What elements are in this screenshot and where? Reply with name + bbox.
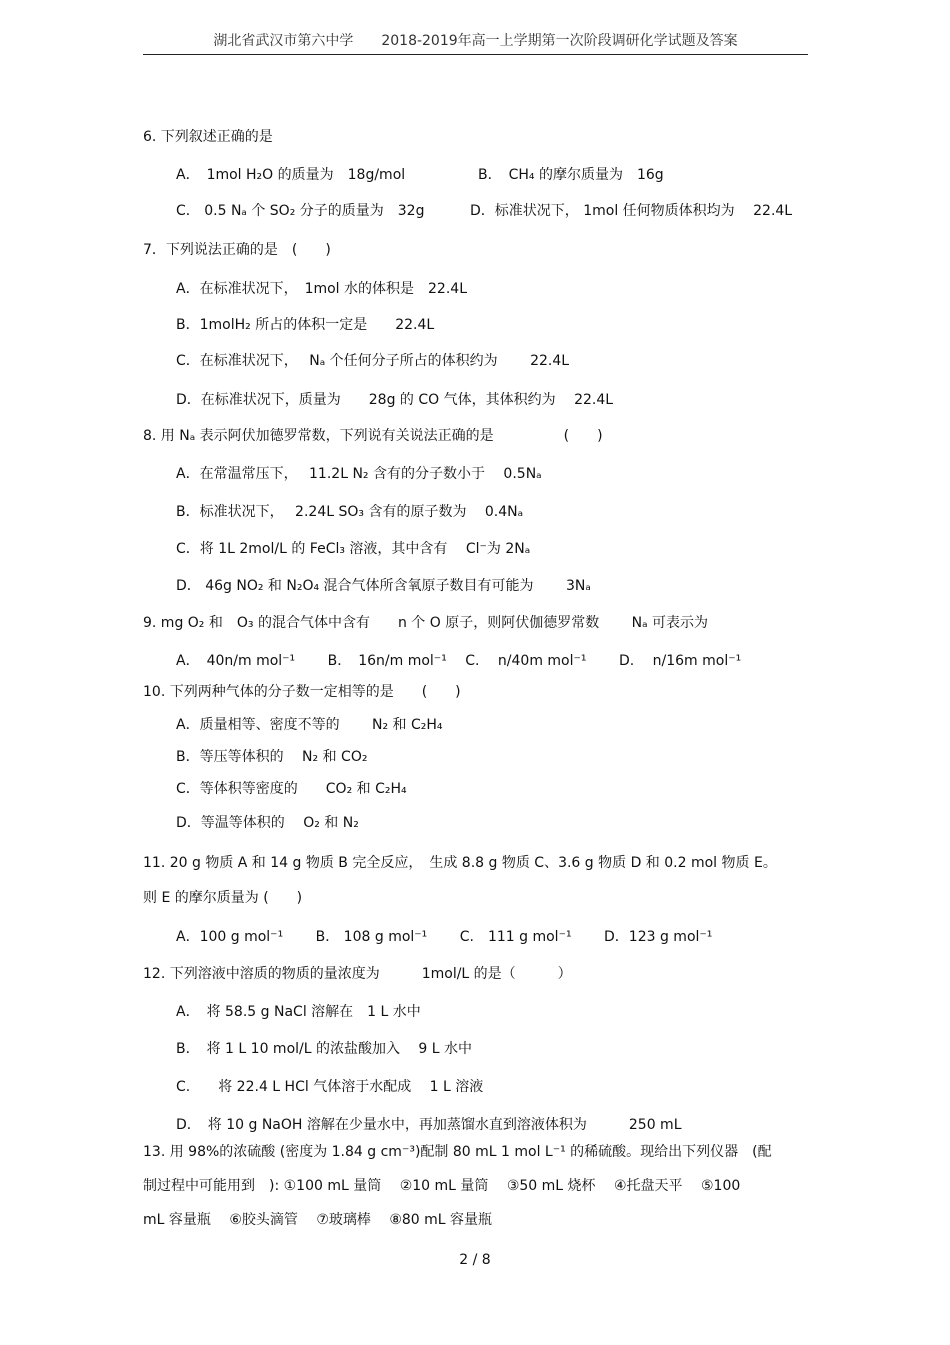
question-8-option-a: A．在常温常压下， 11.2L N₂ 含有的分子数小于 0.5Nₐ — [176, 466, 542, 482]
question-11-stem-line-1: 11. 20 g 物质 A 和 14 g 物质 B 完全反应， 生成 8.8 g 物质 C、3.6 g 物质 D 和 0.2 mol 物质 E。 — [143, 855, 777, 871]
question-7-stem: 7．下列说法正确的是 ( ) — [143, 242, 331, 258]
question-13-line-1: 13. 用 98%的浓硫酸 (密度为 1.84 g cm⁻³)配制 80 mL 1 mol L⁻¹ 的稀硫酸。现给出下列仪器 (配 — [143, 1144, 772, 1160]
question-8-stem: 8. 用 Nₐ 表示阿伏加德罗常数，下列说有关说法正确的是 ( ) — [143, 428, 603, 444]
question-12-option-b: B． 将 1 L 10 mol/L 的浓盐酸加入 9 L 水中 — [176, 1041, 473, 1057]
question-11-stem-line-2: 则 E 的摩尔质量为 ( ) — [143, 890, 303, 906]
question-9-options: A． 40n/m mol⁻¹ B． 16n/m mol⁻¹ C. n/40m mol⁻¹ D. n/16m mol⁻¹ — [176, 653, 742, 669]
question-6-option-d: D．标准状况下， 1mol 任何物质体积均为 22.4L — [470, 203, 793, 219]
question-12-option-d: D． 将 10 g NaOH 溶解在少量水中，再加蒸馏水直到溶液体积为 250 mL — [176, 1117, 682, 1133]
page-header: 湖北省武汉市第六中学 2018-2019年高一上学期第一次阶段调研化学试题及答案 — [213, 33, 738, 49]
question-10-stem: 10. 下列两种气体的分子数一定相等的是 ( ) — [143, 684, 461, 700]
question-10-option-c: C．等体积等密度的 CO₂ 和 C₂H₄ — [176, 781, 407, 797]
question-6-option-b: B． CH₄ 的摩尔质量为 16g — [478, 167, 664, 183]
question-7-option-b: B．1molH₂ 所占的体积一定是 22.4L — [176, 317, 435, 333]
question-7-option-d: D．在标准状况下，质量为 28g 的 CO 气体，其体积约为 22.4L — [176, 392, 614, 408]
question-12-option-c: C. 将 22.4 L HCl 气体溶于水配成 1 L 溶液 — [176, 1079, 484, 1095]
question-8-option-b: B．标准状况下， 2.24L SO₃ 含有的原子数为 0.4Nₐ — [176, 504, 524, 520]
question-7-option-a: A．在标准状况下， 1mol 水的体积是 22.4L — [176, 281, 467, 297]
question-13-line-2: 制过程中可能用到 ): ①100 mL 量筒 ②10 mL 量筒 ③50 mL 烧杯 ④托盘天平 ⑤100 — [143, 1178, 741, 1194]
question-8-option-d: D． 46g NO₂ 和 N₂O₄ 混合气体所含氧原子数目有可能为 3Nₐ — [176, 578, 591, 594]
question-7-option-c: C．在标准状况下， Nₐ 个任何分子所占的体积约为 22.4L — [176, 353, 570, 369]
question-9-stem: 9. mg O₂ 和 O₃ 的混合气体中含有 n 个 O 原子，则阿伏伽德罗常数 Nₐ 可表示为 — [143, 615, 709, 631]
question-13-line-3: mL 容量瓶 ⑥胶头滴管 ⑦玻璃棒 ⑧80 mL 容量瓶 — [143, 1212, 493, 1228]
question-11-options: A．100 g mol⁻¹ B． 108 g mol⁻¹ C. 111 g mol⁻¹ D．123 g mol⁻¹ — [176, 929, 713, 945]
question-10-option-d: D．等温等体积的 O₂ 和 N₂ — [176, 815, 359, 831]
page-number: 2 / 8 — [459, 1252, 491, 1268]
question-8-option-c: C．将 1L 2mol/L 的 FeCl₃ 溶液，其中含有 Cl⁻为 2Nₐ — [176, 541, 531, 557]
question-6-option-a: A． 1mol H₂O 的质量为 18g/mol — [176, 167, 406, 183]
question-6-option-c: C． 0.5 Nₐ 个 SO₂ 分子的质量为 32g — [176, 203, 425, 219]
question-10-option-a: A．质量相等、密度不等的 N₂ 和 C₂H₄ — [176, 717, 443, 733]
question-10-option-b: B．等压等体积的 N₂ 和 CO₂ — [176, 749, 368, 765]
question-6-stem: 6. 下列叙述正确的是 — [143, 129, 273, 145]
header-rule — [143, 54, 808, 55]
question-12-option-a: A． 将 58.5 g NaCl 溶解在 1 L 水中 — [176, 1004, 421, 1020]
question-12-stem: 12. 下列溶液中溶质的物质的量浓度为 1mol/L 的是（ ） — [143, 966, 572, 982]
